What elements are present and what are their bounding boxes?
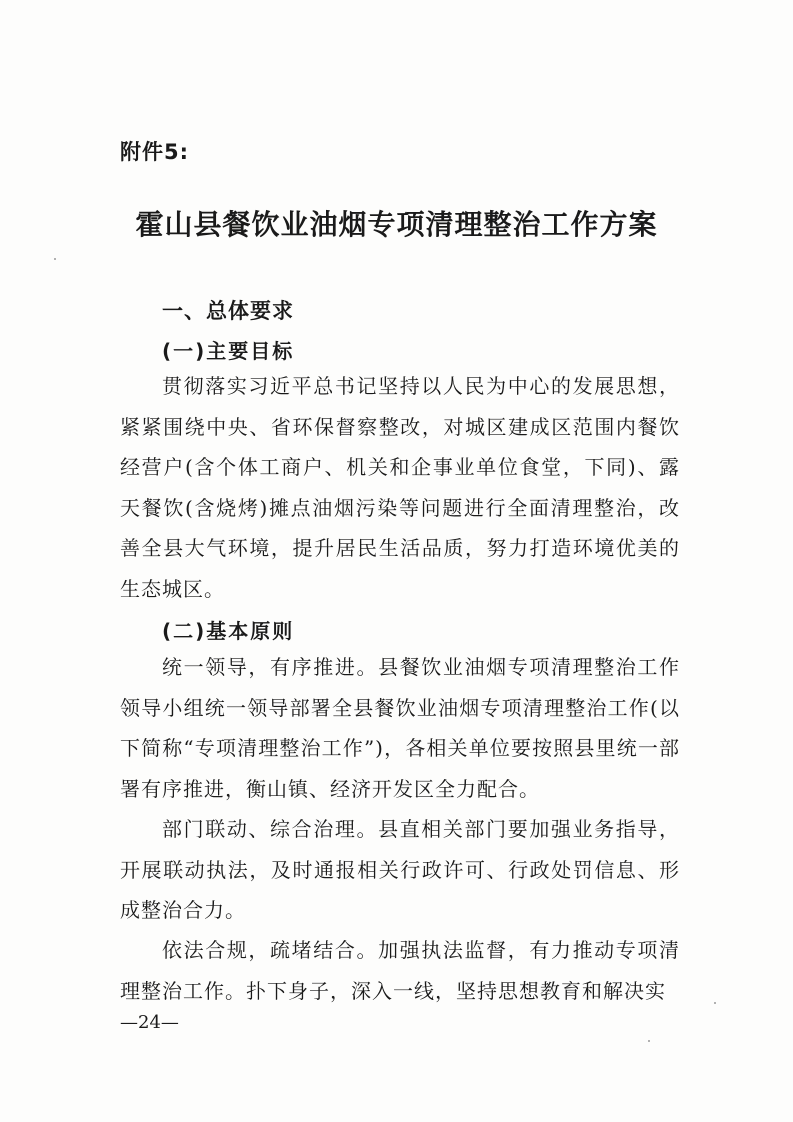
attachment-label: 附件5: [120, 140, 190, 164]
subsection-heading-basic-principles: (二)基本原则 [162, 619, 295, 643]
scan-speck [714, 1002, 716, 1004]
scan-speck [54, 258, 56, 260]
paragraph-principle-department-linkage: 部门联动、综合治理。县直相关部门要加强业务指导，开展联动执法，及时通报相关行政许可、行政处罚信息、形成整治合力。 [120, 817, 680, 922]
page-number: —24— [120, 1012, 179, 1033]
paragraph-principle-unified-leadership: 统一领导，有序推进。县餐饮业油烟专项清理整治工作领导小组统一领导部署全县餐饮业油烟专项清理整治工作(以下简称“专项清理整治工作”)，各相关单位要按照县里统一部署有序推进，衡山镇、经济开发区全力配合。 [120, 655, 680, 801]
subsection-heading-main-goals: (一)主要目标 [162, 339, 295, 363]
scan-speck [648, 1040, 650, 1042]
paragraph-principle-lawful-compliance: 依法合规，疏堵结合。加强执法监督，有力推动专项清理整治工作。扑下身子，深入一线，坚持思想教育和解决实 [120, 938, 680, 1003]
paragraph-main-goals: 贯彻落实习近平总书记坚持以人民为中心的发展思想，紧紧围绕中央、省环保督察整改，对城区建成区范围内餐饮经营户(含个体工商户、机关和企事业单位食堂，下同)、露天餐饮(含烧烤)摊点油烟污染等问题进行全面清理整治，改善全县大气环境，提升居民生活品质，努力打造环境优美的生态城区。 [120, 374, 680, 601]
document-title: 霍山县餐饮业油烟专项清理整治工作方案 [135, 208, 658, 241]
section-heading-overall-requirements: 一、总体要求 [162, 299, 294, 323]
